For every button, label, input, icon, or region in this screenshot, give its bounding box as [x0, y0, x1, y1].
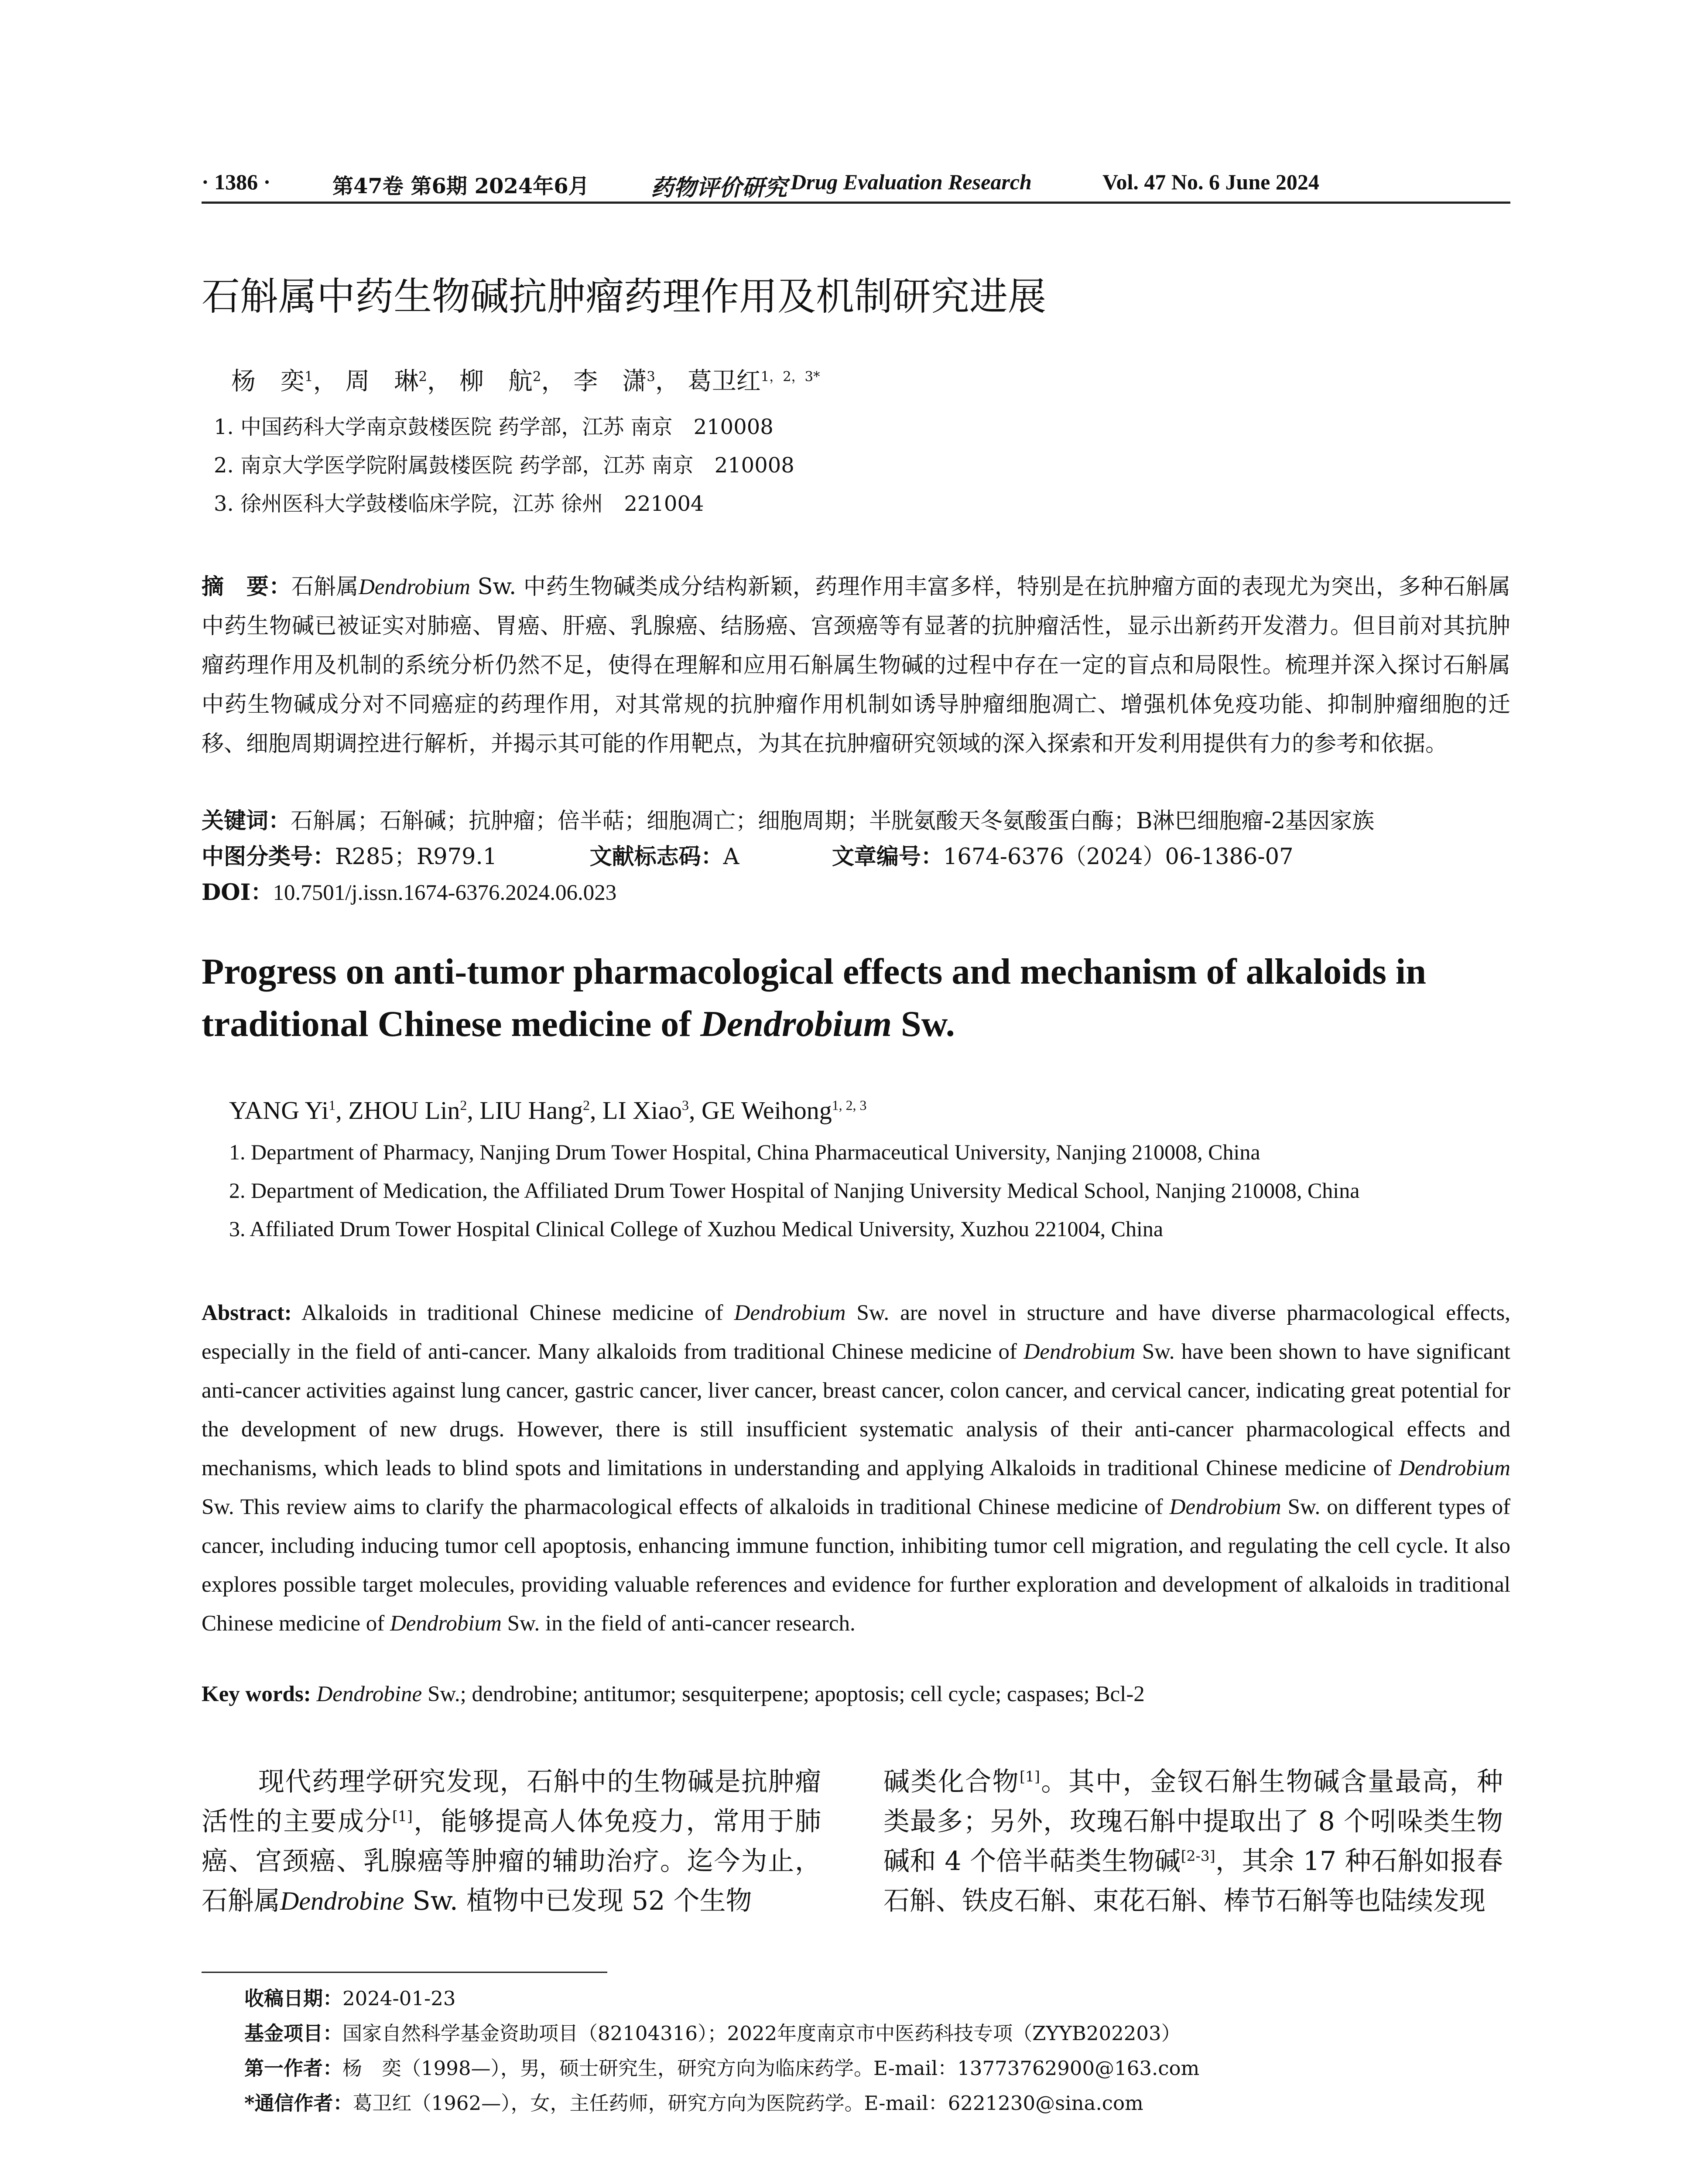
abstract-cn: 摘 要：石斛属Dendrobium Sw. 中药生物碱类成分结构新颖，药理作用丰富多样，特别是在抗肿瘤方面的表现尤为突出，多种石斛属中药生物碱已被证实对肺癌、胃癌、肝癌、乳腺癌、结肠癌、宫颈癌等有显著的抗肿瘤活性，显示出新药开发潜力。但目前对其抗肿瘤药理作用及机制的系统分析仍然不足，使得在理解和应用石斛属生物碱的过程中存在一定的盲点和局限性。梳理并深入探讨石斛属中药生物碱成分对不同癌症的药理作用，对其常规的抗肿瘤作用机制如诱导肿瘤细胞凋亡、增强机体免疫功能、抑制肿瘤细胞的迁移、细胞周期调控进行解析，并揭示其可能的作用靶点，为其在抗肿瘤研究领域的深入探索和开发利用提供有力的参考和依据。 — [202, 574, 1510, 757]
author-cn-2: 周 琳$^2$ — [345, 367, 428, 396]
footnote-first-author: 第一作者：杨 奕（1998—），男，硕士研究生，研究方向为临床药学。E-mail：13773762900@163.com — [244, 2057, 1200, 2080]
header-rule — [202, 202, 1510, 204]
issue-cn: 第47卷 第6期 2024年6月 — [332, 174, 589, 198]
author-cn-4: 李 潇$^3$ — [573, 367, 655, 396]
abstract-cn-label: 摘 要： — [202, 574, 291, 600]
classification-cn: 中图分类号：R285；R979.1 文献标志码：A 文章编号：1674-6376（2024）06-1386-07 — [202, 844, 1294, 870]
authors-en: YANG Yi$^1$, ZHOU Lin$^2$, LIU Hang$^2$, LI Xiao$^3$, GE Weihong$^{1, 2, 3}$ — [229, 1096, 867, 1125]
journal-name-en: Drug Evaluation Research — [791, 170, 1032, 194]
affiliation-cn-1: 1. 中国药科大学南京鼓楼医院 药学部，江苏 南京 210008 — [214, 415, 774, 439]
footnote-received: 收稿日期：2024-01-23 — [244, 1987, 456, 2010]
article-title-cn: 石斛属中药生物碱抗肿瘤药理作用及机制研究进展 — [202, 274, 1047, 319]
body-column-left: 现代药理学研究发现，石斛中的生物碱是抗肿瘤活性的主要成分[1]，能够提高人体免疫力，常用于肺癌、宫颈癌、乳腺癌等肿瘤的辅助治疗。迄今为止，石斛属Dendrobine Sw. 植物中已发现 52 个生物 — [202, 1767, 821, 1916]
author-en-3: LIU Hang$^2$ — [479, 1096, 590, 1125]
page-number: · 1386 · — [202, 170, 271, 194]
footnote-rule — [202, 1972, 607, 1973]
author-en-2: ZHOU Lin$^2$ — [348, 1096, 467, 1125]
article-title-en: Progress on anti-tumor pharmacological effects and mechanism of alkaloids in traditional Chinese medicine of Dendrobium Sw. — [202, 951, 1426, 1044]
abstract-en-label: Abstract: — [202, 1301, 292, 1325]
author-cn-1: 杨 奕$^1$ — [231, 367, 313, 396]
footnote-corresponding: *通信作者：葛卫红（1962—），女，主任药师，研究方向为医院药学。E-mail：6221230@sina.com — [244, 2092, 1143, 2115]
keywords-cn: 关键词：石斛属；石斛碱；抗肿瘤；倍半萜；细胞凋亡；细胞周期；半胱氨酸天冬氨酸蛋白酶；B淋巴细胞瘤-2基因家族 — [202, 808, 1375, 834]
citation: [1] — [1020, 1768, 1040, 1785]
citation: [1] — [392, 1808, 413, 1825]
citation: [2-3] — [1181, 1847, 1215, 1864]
author-en-4: LI Xiao$^3$ — [602, 1096, 689, 1125]
author-en-5: GE Weihong$^{1, 2, 3}$ — [701, 1096, 867, 1125]
affiliation-en-3: 3. Affiliated Drum Tower Hospital Clinical College of Xuzhou Medical University, Xuzhou 221004, China — [229, 1217, 1164, 1241]
authors-cn: 杨 奕$^1$， 周 琳$^2$， 柳 航$^2$， 李 潇$^3$， 葛卫红$^{1,2,3*}$ — [231, 367, 820, 396]
author-en-1: YANG Yi$^1$ — [229, 1096, 336, 1125]
footnote-funding: 基金项目：国家自然科学基金资助项目（82104316）；2022年度南京市中医药科技专项（ZYYB202203） — [244, 2022, 1181, 2045]
author-cn-3: 柳 航$^2$ — [459, 367, 541, 396]
keywords-en: Key words: Dendrobine Sw.; dendrobine; antitumor; sesquiterpene; apoptosis; cell cycle; caspases; Bcl-2 — [202, 1682, 1145, 1706]
doi: DOI：10.7501/j.issn.1674-6376.2024.06.023 — [202, 879, 617, 906]
author-cn-5: 葛卫红$^{1,2,3*}$ — [687, 367, 820, 396]
issue-en: Vol. 47 No. 6 June 2024 — [1102, 170, 1319, 194]
affiliation-cn-3: 3. 徐州医科大学鼓楼临床学院，江苏 徐州 221004 — [214, 492, 704, 516]
body-column-right: 碱类化合物[1]。其中，金钗石斛生物碱含量最高，种类最多；另外，玫瑰石斛中提取出了 8 个吲哚类生物碱和 4 个倍半萜类生物碱[2-3]，其余 17 种石斛如报春石斛、铁皮石斛、束花石斛、棒节石斛等也陆续发现 — [883, 1767, 1503, 1916]
abstract-en: Abstract: Alkaloids in traditional Chinese medicine of Dendrobium Sw. are novel in structure and have diverse pharmacological effects, especially in the field of anti-cancer. Many alkaloids from traditional Chinese medicine of Dendrobium Sw. have been shown to have significant anti-cancer activities against lung cancer, gastric cancer, liver cancer, breast cancer, colon cancer, and cervical cancer, indicating great potential for the development of new drugs. However, there is still insufficient systematic analysis of their anti-cancer pharmacological effects and mechanisms, which leads to blind spots and limitations in understanding and applying Alkaloids in traditional Chinese medicine of Dendrobium Sw. This review aims to clarify the pharmacological effects of alkaloids in traditional Chinese medicine of Dendrobium Sw. on different types of cancer, including inducing tumor cell apoptosis, enhancing immune function, inhibiting tumor cell migration, and regulating the cell cycle. It also explores possible target molecules, providing valuable references and evidence for further exploration and development of alkaloids in traditional Chinese medicine of Dendrobium Sw. in the field of anti-cancer research. — [202, 1301, 1511, 1636]
affiliation-en-2: 2. Department of Medication, the Affiliated Drum Tower Hospital of Nanjing University Medical School, Nanjing 210008, China — [229, 1178, 1360, 1203]
running-header — [202, 169, 1510, 200]
affiliation-en-1: 1. Department of Pharmacy, Nanjing Drum Tower Hospital, China Pharmaceutical University, Nanjing 210008, China — [229, 1140, 1260, 1164]
affiliation-cn-2: 2. 南京大学医学院附属鼓楼医院 药学部，江苏 南京 210008 — [214, 453, 794, 478]
journal-logo-cn: 药物评价研究 — [651, 174, 787, 201]
